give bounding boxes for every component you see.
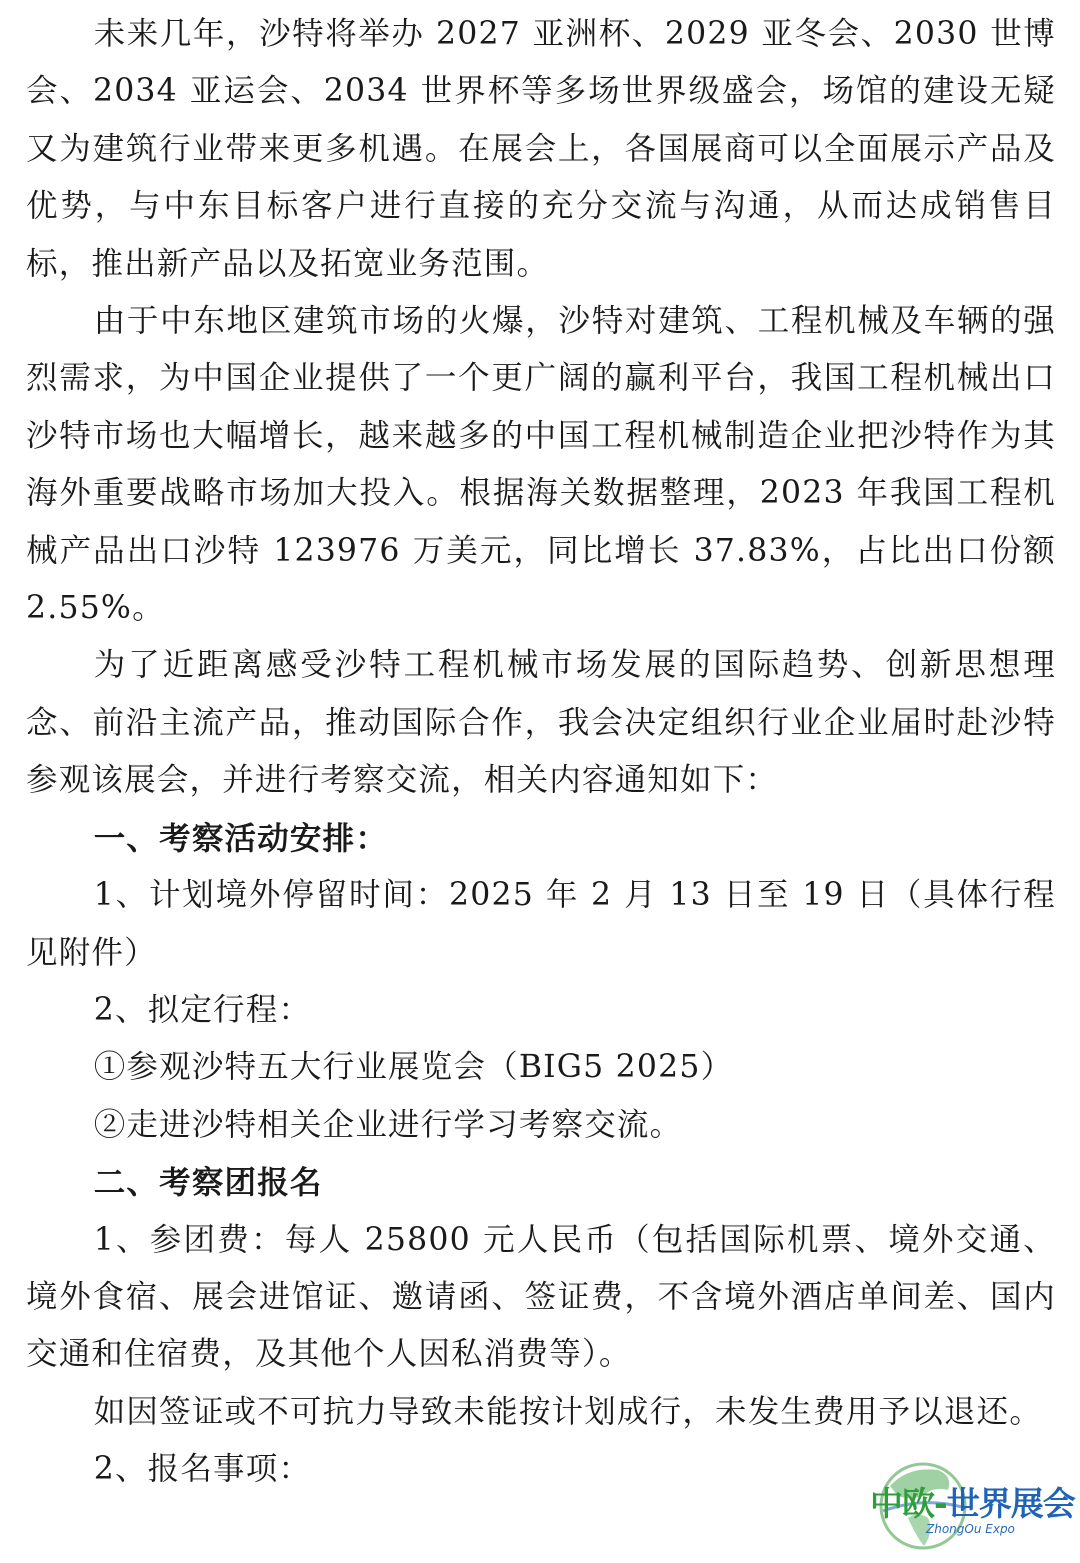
watermark-subtitle: ZhongOu Expo: [926, 1522, 1015, 1536]
itinerary-sub-item-1: ①参观沙特五大行业展览会（BIG5 2025）: [93, 1049, 734, 1086]
watermark-part2: 世界展会: [946, 1484, 1075, 1523]
itinerary-sub-item-2: ②走进沙特相关企业进行学习考察交流。: [93, 1106, 683, 1143]
watermark-wordmark: [870, 1478, 1075, 1525]
itinerary-item: 2、拟定行程：: [93, 991, 312, 1028]
watermark-part1: 中欧-: [870, 1484, 947, 1523]
intro-paragraph: 未来几年，沙特将举办 2027 亚洲杯、2029 亚冬会、2030 世博会、2034 亚运会、2034 世界杯等多场世界级盛会，场馆的建设无疑又为建筑行业带来更多机遇。在展会上，各国展商可以全面展示产品及优势，与中东目标客户进行直接的充分交流与沟通，从而达成销售目标，推出新产品以及拓宽业务范围。: [26, 16, 1056, 282]
section-heading-activities: 一、考察活动安排：: [93, 819, 389, 857]
watermark-logo: [868, 1456, 1075, 1556]
market-paragraph: 由于中东地区建筑市场的火爆，沙特对建筑、工程机械及车辆的强烈需求，为中国企业提供了一个更广阔的赢利平台，我国工程机械出口沙特市场也大幅增长，越来越多的中国工程机械制造企业把沙特作为其海外重要战略市场加大投入。根据海关数据整理，2023 年我国工程机械产品出口沙特 123976 万美元，同比增长 37.83%，占比出口份额 2.55%。: [26, 303, 1056, 627]
stay-time-item: 1、计划境外停留时间：2025 年 2 月 13 日至 19 日（具体行程见附件）: [26, 877, 1056, 971]
document-body: [26, 6, 1056, 1499]
section-heading-registration: 二、考察团报名: [93, 1164, 323, 1202]
registration-item: 2、报名事项：: [93, 1451, 312, 1488]
fee-item: 1、参团费：每人 25800 元人民币（包括国际机票、境外交通、境外食宿、展会进馆证、邀请函、签证费，不含境外酒店单间差、国内交通和住宿费，及其他个人因私消费等）。: [26, 1221, 1056, 1373]
purpose-paragraph: 为了近距离感受沙特工程机械市场发展的国际趋势、创新思想理念、前沿主流产品，推动国际合作，我会决定组织行业企业届时赴沙特参观该展会，并进行考察交流，相关内容通知如下：: [26, 647, 1056, 799]
refund-note: 如因签证或不可抗力导致未能按计划成行，未发生费用予以退还。: [93, 1393, 1043, 1430]
